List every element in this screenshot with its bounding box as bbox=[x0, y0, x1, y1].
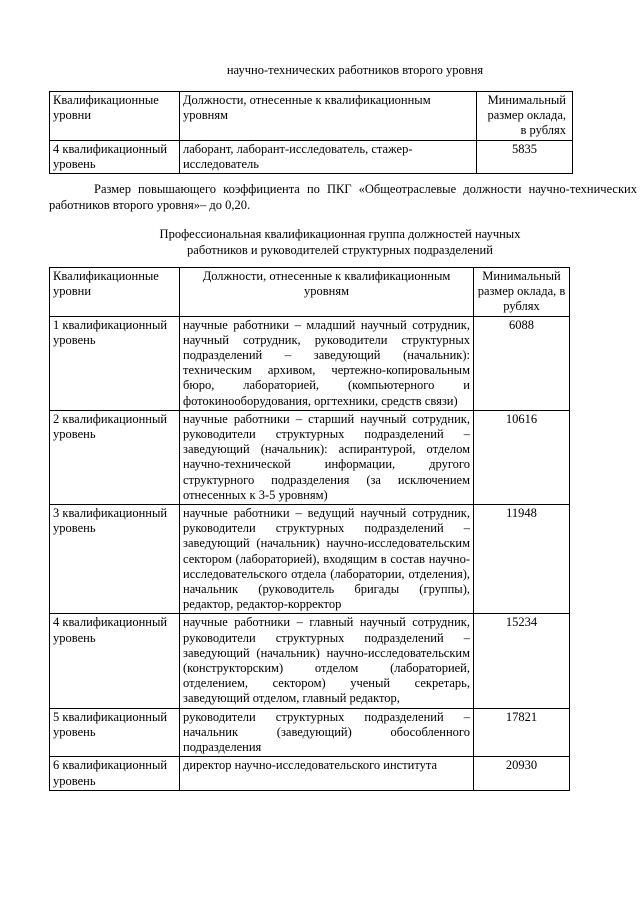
table-row bbox=[50, 316, 570, 410]
row-salary: 10616 bbox=[474, 410, 570, 504]
header-level: Квалификационные уровни bbox=[50, 268, 180, 317]
row-level: 2 квалификационный уровень bbox=[50, 410, 180, 504]
table-header-row bbox=[50, 92, 573, 141]
section2-title: Профессиональная квалификационная группа должностей научных работников и руководителей структурных подразделений bbox=[159, 227, 521, 257]
row-positions: научные работники – младший научный сотрудник, научный сотрудник, руководители структурных подразделений – заведующий (начальник): техническим архивом, чертежно-копировальным бюро, лабораторией, (компьютерного и фотокинооборудования, оргтехники, средств связи) bbox=[180, 316, 474, 410]
row-salary: 20930 bbox=[474, 757, 570, 790]
section1-table bbox=[49, 91, 573, 174]
row-level: 3 квалификационный уровень bbox=[50, 505, 180, 614]
row-level: 1 квалификационный уровень bbox=[50, 316, 180, 410]
header-salary: Минимальный размер оклада, в рублях bbox=[474, 268, 570, 317]
row-salary: 5835 bbox=[477, 140, 573, 173]
row-level: 6 квалификационный уровень bbox=[50, 757, 180, 790]
row-positions: руководители структурных подразделений – начальник (заведующий) обособленного подразделения bbox=[180, 708, 474, 757]
section1-title: научно-технических работников второго уровня bbox=[226, 63, 484, 77]
header-level: Квалификационные уровни bbox=[50, 92, 180, 141]
coefficient-note bbox=[49, 182, 637, 213]
table-row bbox=[50, 614, 570, 708]
row-positions: научные работники – старший научный сотрудник, руководители структурных подразделений – заведующий (начальник): аспирантурой, отделом научно-технической информации, другого структурного подразделения (за исключением отнесенных к 3-5 уровням) bbox=[180, 410, 474, 504]
row-salary: 6088 bbox=[474, 316, 570, 410]
table-header-row bbox=[50, 268, 570, 317]
row-level: 4 квалификационный уровень bbox=[50, 614, 180, 708]
row-positions: директор научно-исследовательского института bbox=[180, 757, 474, 790]
row-positions: лаборант, лаборант-исследователь, стажер-исследователь bbox=[180, 140, 477, 173]
table-row bbox=[50, 708, 570, 757]
note-text: Размер повышающего коэффициента по ПКГ «Общеотраслевые должности научно-технических работников второго уровня»– до 0,20. bbox=[49, 182, 637, 212]
row-level: 5 квалификационный уровень bbox=[50, 708, 180, 757]
header-positions: Должности, отнесенные к квалификационным уровням bbox=[180, 268, 474, 317]
row-level: 4 квалификационный уровень bbox=[50, 140, 180, 173]
row-positions: научные работники – ведущий научный сотрудник, руководители структурных подразделений – заведующий (начальник) научно-исследовательским сектором (лабораторией), входящим в состав научно-исследовательского отдела (лаборатории, отделения), начальник (руководитель бригады (группы), редактор, редактор-корректор bbox=[180, 505, 474, 614]
header-positions: Должности, отнесенные к квалификационным уровням bbox=[180, 92, 477, 141]
row-salary: 11948 bbox=[474, 505, 570, 614]
table-row bbox=[50, 757, 570, 790]
table-row bbox=[50, 140, 573, 173]
row-salary: 17821 bbox=[474, 708, 570, 757]
table-row bbox=[50, 410, 570, 504]
row-salary: 15234 bbox=[474, 614, 570, 708]
row-positions: научные работники – главный научный сотрудник, руководители структурных подразделений – заведующий (начальник) научно-исследовательским (конструкторским) отделом (лабораторией, отделением, сектором) ученый секретарь, заведующий отделом, главный редактор, bbox=[180, 614, 474, 708]
section2-table bbox=[49, 267, 570, 791]
header-salary: Минимальный размер оклада, в рублях bbox=[477, 92, 573, 141]
table-row bbox=[50, 505, 570, 614]
